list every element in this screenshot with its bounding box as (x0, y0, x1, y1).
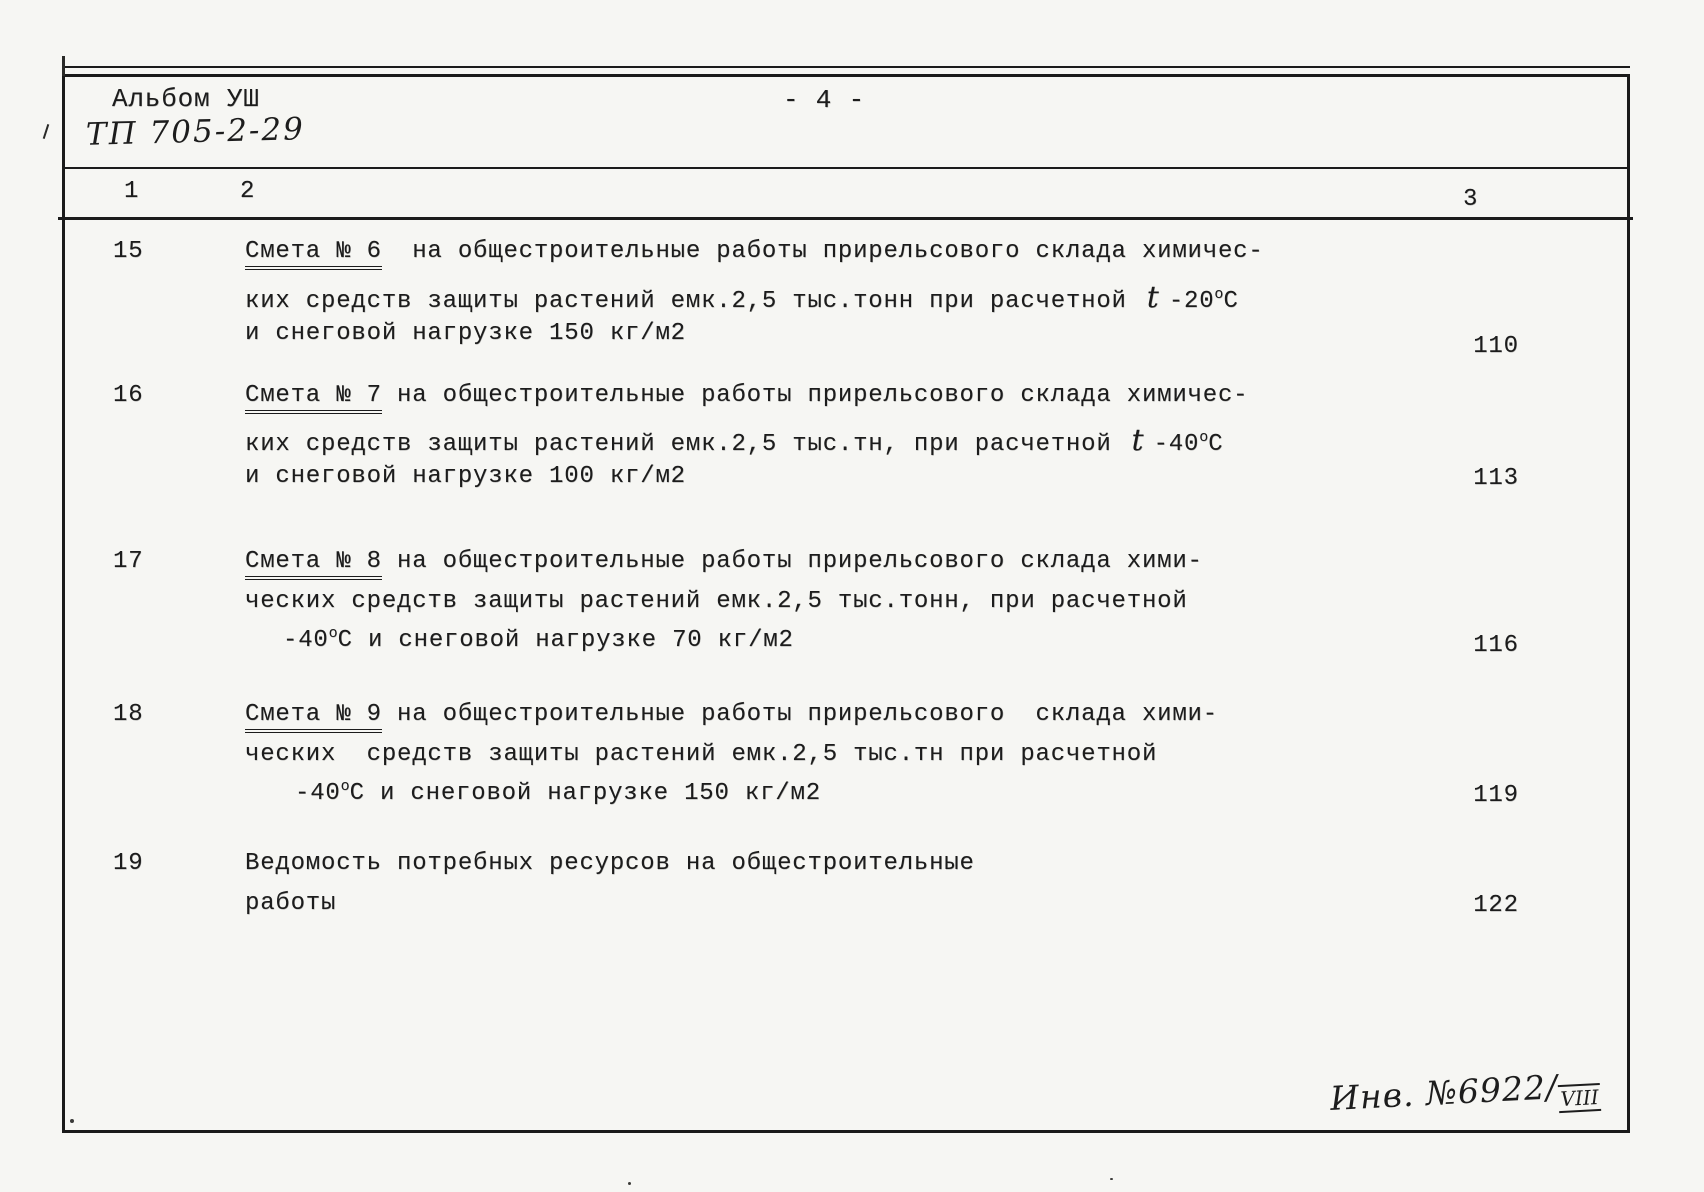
row-page-number: 119 (1473, 782, 1519, 809)
temperature-unit: С (1223, 288, 1239, 315)
row-number: 15 (113, 238, 144, 265)
scan-speck (70, 1119, 74, 1123)
temperature-value: -20 (1168, 288, 1215, 315)
temperature-unit: С (349, 780, 365, 807)
row-text-line (245, 423, 1223, 458)
temperature-value: -40 (283, 627, 329, 654)
row-text-line (283, 625, 794, 654)
header-rule (62, 167, 1630, 169)
row-text-line: ческих средств защиты растений емк.2,5 тыс.тонн, при расчетной (245, 588, 1188, 615)
degree-sign: о (1214, 286, 1224, 303)
row-text: и снеговой нагрузке 70 кг/м2 (352, 627, 794, 654)
row-text-line: и снеговой нагрузке 100 кг/м2 (245, 463, 686, 490)
row-text-line (245, 280, 1239, 315)
estimate-title: Смета № 8 (245, 548, 382, 580)
row-text-line (295, 778, 821, 807)
inventory-prefix: Инв. № (1329, 1072, 1459, 1119)
row-title-line (245, 238, 1264, 265)
scan-speck (1110, 1178, 1113, 1180)
degree-sign: о (340, 778, 350, 795)
row-text: и снеговой нагрузке 150 кг/м2 (364, 780, 821, 807)
degree-sign: о (1199, 429, 1209, 446)
project-code-handwritten: ТП 705-2-29 (85, 111, 306, 153)
row-text: на общестроительные работы прирельсового склада химичес- (381, 382, 1249, 409)
temperature-symbol: t (1146, 280, 1159, 315)
row-text-line: Ведомость потребных ресурсов на общестроительные (245, 850, 975, 877)
row-text: на общестроительные работы прирельсового склада хими- (381, 701, 1218, 728)
album-label: Альбом УШ (112, 84, 260, 114)
inventory-number: 6922/ (1456, 1067, 1559, 1112)
row-text: ких средств защиты растений емк.2,5 тыс.тонн при расчетной (245, 288, 1127, 315)
row-page-number: 122 (1473, 892, 1519, 919)
column-header-1: 1 (124, 178, 140, 205)
column-header-rule (58, 217, 1633, 220)
temperature-symbol: t (1131, 423, 1144, 458)
top-double-rule (62, 66, 1630, 68)
inventory-volume-roman: VIII (1558, 1083, 1602, 1113)
row-text-line: ческих средств защиты растений емк.2,5 тыс.тн при расчетной (245, 741, 1158, 768)
row-number: 17 (113, 548, 144, 575)
row-text-line: и снеговой нагрузке 150 кг/м2 (245, 320, 686, 347)
row-page-number: 110 (1473, 333, 1519, 360)
estimate-title: Смета № 7 (245, 382, 382, 414)
row-text-line: работы (245, 890, 337, 917)
estimate-title: Смета № 6 (245, 238, 382, 270)
row-text: ких средств защиты растений емк.2,5 тыс.тн, при расчетной (245, 431, 1112, 458)
row-title-line (245, 382, 1248, 409)
column-header-3: 3 (1463, 186, 1479, 213)
column-header-2: 2 (240, 178, 256, 205)
row-number: 16 (113, 382, 144, 409)
row-title-line (245, 701, 1218, 728)
temperature-value: -40 (295, 780, 341, 807)
row-title-line (245, 548, 1203, 575)
scan-speck (628, 1182, 631, 1185)
row-text: на общестроительные работы прирельсового склада хими- (381, 548, 1203, 575)
row-page-number: 116 (1473, 632, 1519, 659)
row-number: 19 (113, 850, 144, 877)
degree-sign: о (328, 625, 338, 642)
border-overshoot-mark (62, 56, 65, 76)
margin-tick-mark (43, 124, 50, 139)
page-number: - 4 - (783, 85, 866, 115)
temperature-unit: С (337, 627, 353, 654)
row-page-number: 113 (1473, 465, 1519, 492)
temperature-value: -40 (1153, 431, 1200, 458)
estimate-title: Смета № 9 (245, 701, 382, 733)
row-text: на общестроительные работы прирельсового склада химичес- (381, 238, 1264, 265)
row-number: 18 (113, 701, 144, 728)
temperature-unit: С (1208, 431, 1224, 458)
